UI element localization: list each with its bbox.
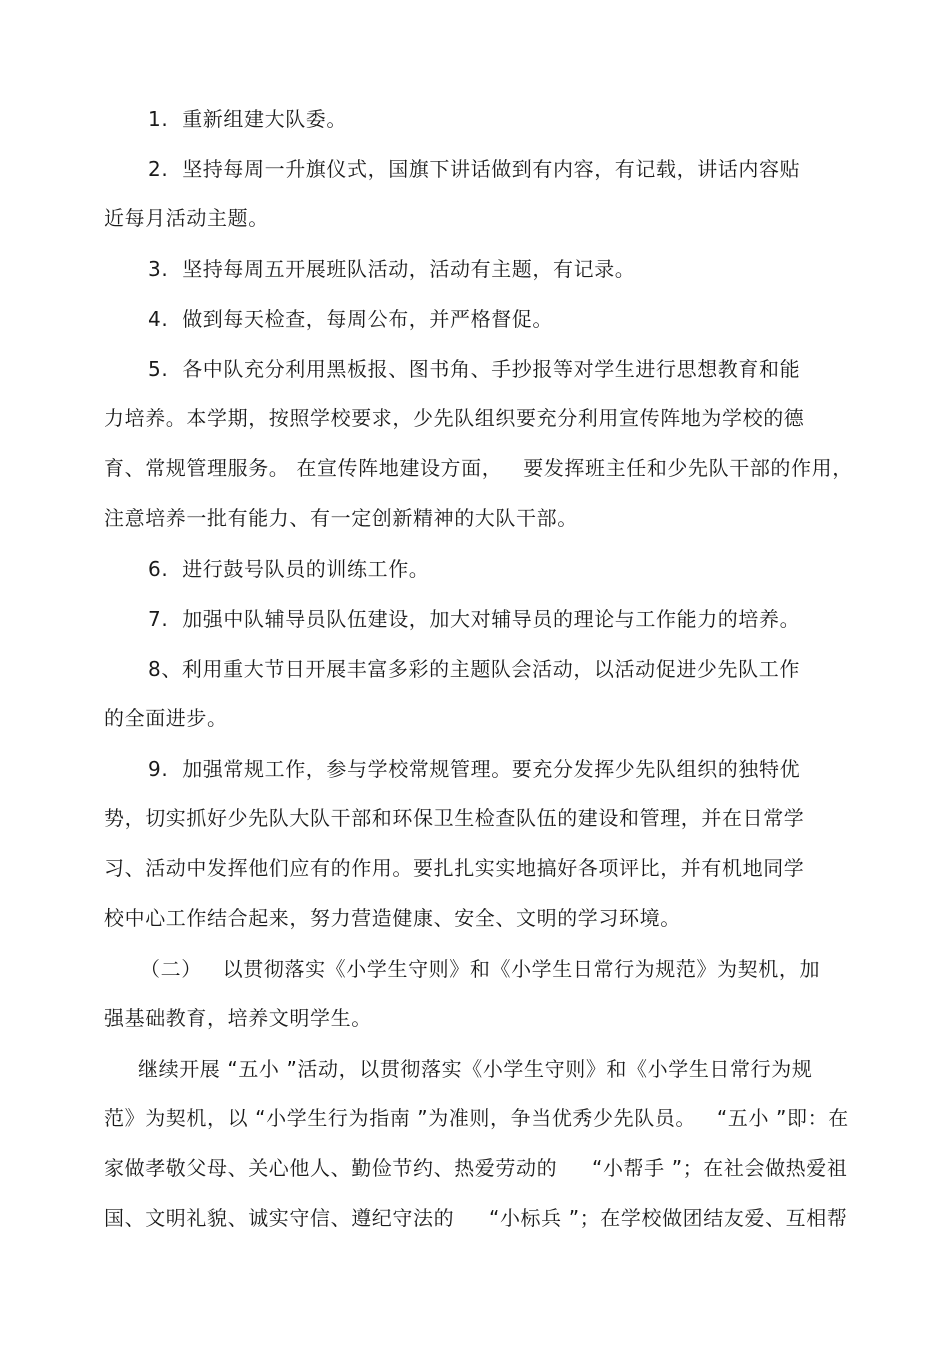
paragraph-10-line-3: 家做孝敬父母、关心他人、勤俭节约、热爱劳动的 “小帮手 ”；在社会做热爱祖 [104, 1156, 848, 1180]
paragraph-9-line-3: 习、活动中发挥他们应有的作用。要扎扎实实地搞好各项评比，并有机地同学 [104, 856, 805, 880]
section-2-heading-line-1: （二） 以贯彻落实《小学生守则》和《小学生日常行为规范》为契机，加 [140, 957, 821, 981]
paragraph-6-line-1: 6. 进行鼓号队员的训练工作。 [148, 557, 430, 581]
paragraph-1-line-1: 1. 重新组建大队委。 [148, 107, 347, 131]
paragraph-9-line-4: 校中心工作结合起来，努力营造健康、安全、文明的学习环境。 [104, 906, 681, 930]
paragraph-7-line-1: 7. 加强中队辅导员队伍建设，加大对辅导员的理论与工作能力的培养。 [148, 607, 801, 631]
paragraph-10-line-2: 范》为契机，以 “小学生行为指南 ”为准则，争当优秀少先队员。 “五小 ”即：在 [104, 1106, 849, 1130]
paragraph-5-line-4: 注意培养一批有能力、有一定创新精神的大队干部。 [104, 506, 578, 530]
paragraph-5-line-1: 5. 各中队充分利用黑板报、图书角、手抄报等对学生进行思想教育和能 [148, 357, 801, 381]
paragraph-8-line-2: 的全面进步。 [104, 706, 228, 730]
section-2-heading-line-2: 强基础教育，培养文明学生。 [104, 1006, 372, 1030]
paragraph-9-line-1: 9. 加强常规工作，参与学校常规管理。要充分发挥少先队组织的独特优 [148, 757, 801, 781]
paragraph-8-line-1: 8、利用重大节日开展丰富多彩的主题队会活动，以活动促进少先队工作 [148, 657, 800, 681]
paragraph-10-line-1: 继续开展 “五小 ”活动，以贯彻落实《小学生守则》和《小学生日常行为规 [138, 1057, 813, 1081]
paragraph-9-line-2: 势，切实抓好少先队大队干部和环保卫生检查队伍的建设和管理，并在日常学 [104, 806, 805, 830]
paragraph-4-line-1: 4. 做到每天检查，每周公布，并严格督促。 [148, 307, 553, 331]
paragraph-3-line-1: 3. 坚持每周五开展班队活动，活动有主题，有记录。 [148, 257, 636, 281]
paragraph-2-line-2: 近每月活动主题。 [104, 206, 269, 230]
paragraph-2-line-1: 2. 坚持每周一升旗仪式，国旗下讲话做到有内容，有记载，讲话内容贴 [148, 157, 801, 181]
paragraph-5-line-3: 育、常规管理服务。 在宣传阵地建设方面， 要发挥班主任和少先队干部的作用， [104, 456, 853, 480]
paragraph-5-line-2: 力培养。本学期，按照学校要求，少先队组织要充分利用宣传阵地为学校的德 [104, 406, 805, 430]
paragraph-10-line-4: 国、文明礼貌、诚实守信、遵纪守法的 “小标兵 ”；在学校做团结友爱、互相帮 [104, 1206, 848, 1230]
